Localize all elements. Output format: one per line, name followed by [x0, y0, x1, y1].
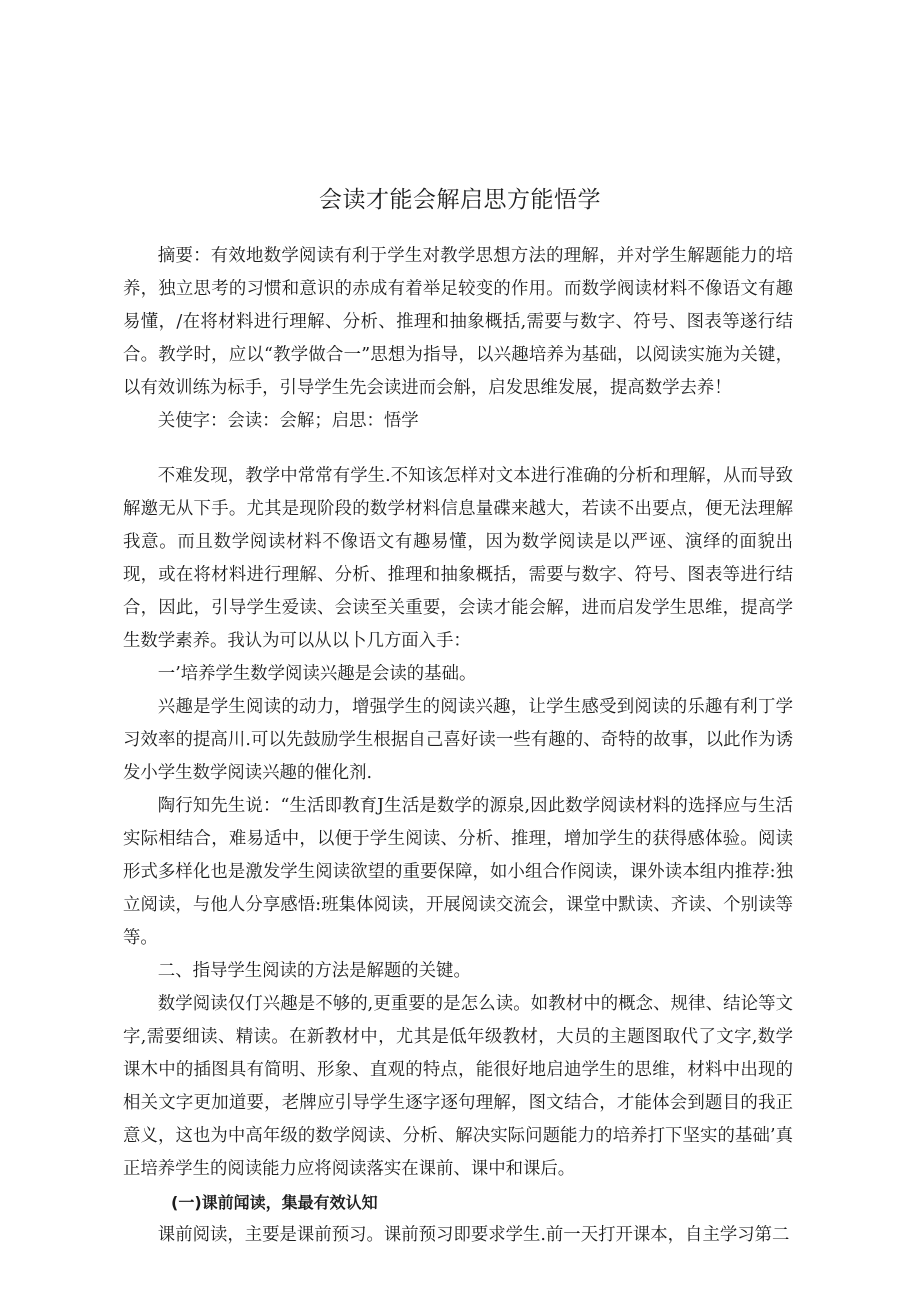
keywords-line: 关使字：会读：会解；启思：悟学	[157, 411, 419, 431]
body-paragraph: 兴趣是学生阅读的动力，增强学生的阅读兴趣，让学生感受到阅读的乐趣有利丁学习效率的提高川.可以先鼓励学生根据自己喜好读一些有趣的、奇特的故事，以此作为诱发小学生数学阅读兴趣的催化剂.	[123, 697, 793, 783]
document-title: 会读才能会解启思方能悟学	[319, 187, 601, 213]
body-paragraph: 数学阅读仅仃兴趣是不够的,更重要的是怎么读。如教材中的概念、规律、结论等文字,需要细读、精读。在新教材中，尤其是低年级教材，大员的主题图取代了文字,数学课木中的插图具有简明、形象、直观的特点，能很好地启迪学生的思维，材料中出现的相关文字更加道要，老牌应引导学生逐字逐句理解，图文结合，才能体会到题目的我正意义，这也为中高年级的数学阅读、分析、解决实际问题能力的培养打下坚实的基础’真正培养学生的阅读能力应将阅读落实在课前、课中和课后。	[123, 994, 793, 1179]
body-paragraph: 不难发现，教学中常常有学生.不知该怎样对文本进行准确的分析和理解，从而导致解邀无从下手。尤其是现阶段的数学材料信息量碟来越大，若读不出要点，便无法理解我意。而且数学阅读材料不像语文有趣易懂，因为数学阅读是以严诬、演绎的面貌出现，或在将材料进行理解、分析、推理和抽象概括，需要与数字、符号、图表等进行结合，因此，引导学生爱读、会读至关重要，会读才能会解，进而启发学生思维，提高学生数学素养。我认为可以从以卜几方面入手：	[123, 466, 793, 651]
body-paragraph: 课前阅读，主要是课前预习。课前预习即要求学生.前一天打开课本，自主学习第二	[157, 1225, 790, 1245]
subsection-heading: (一)课前闻读，集最有效认知	[171, 1193, 378, 1212]
section-heading: 二、指导学生阅读的方法是解题的关键。	[157, 961, 471, 981]
body-paragraph: 陶行知先生说：“生活即教育J生活是数学的源泉,因此数学阅读材料的选择应与生活实际相结合，难易适中，以便于学生阅读、分析、推理，增加学生的获得感体验。阅读形式多样化也是激发学生阅读欲望的重要保障，如小组合作阅读，课外读本组内推荐:独立阅读，与他人分享感悟:班集体阅读，开展阅读交流会，课堂中默读、齐读、个别读等等。	[123, 796, 793, 948]
section-heading: 一’培养学生数学阅读兴趣是会读的基础。	[157, 664, 477, 684]
document-body	[123, 240, 793, 1252]
abstract-paragraph: 摘要：有效地数学阅读有利于学生对教学思想方法的理解，并对学生解题能力的培养，独立思考的习惯和意识的赤成有着举足较变的作用。而数学阀读材料不像语文有趣易懂，/在将材料进行理解、分析、推理和抽象概括,需要与数字、符号、图表等遂行结合。教学时，应以“教学做合一”思想为指导，以兴趣培养为基础，以阅读实施为关键，以有效训练为标手，引导学生先会读进而会斛，启发思维发展，提高数学去养！	[123, 246, 793, 398]
